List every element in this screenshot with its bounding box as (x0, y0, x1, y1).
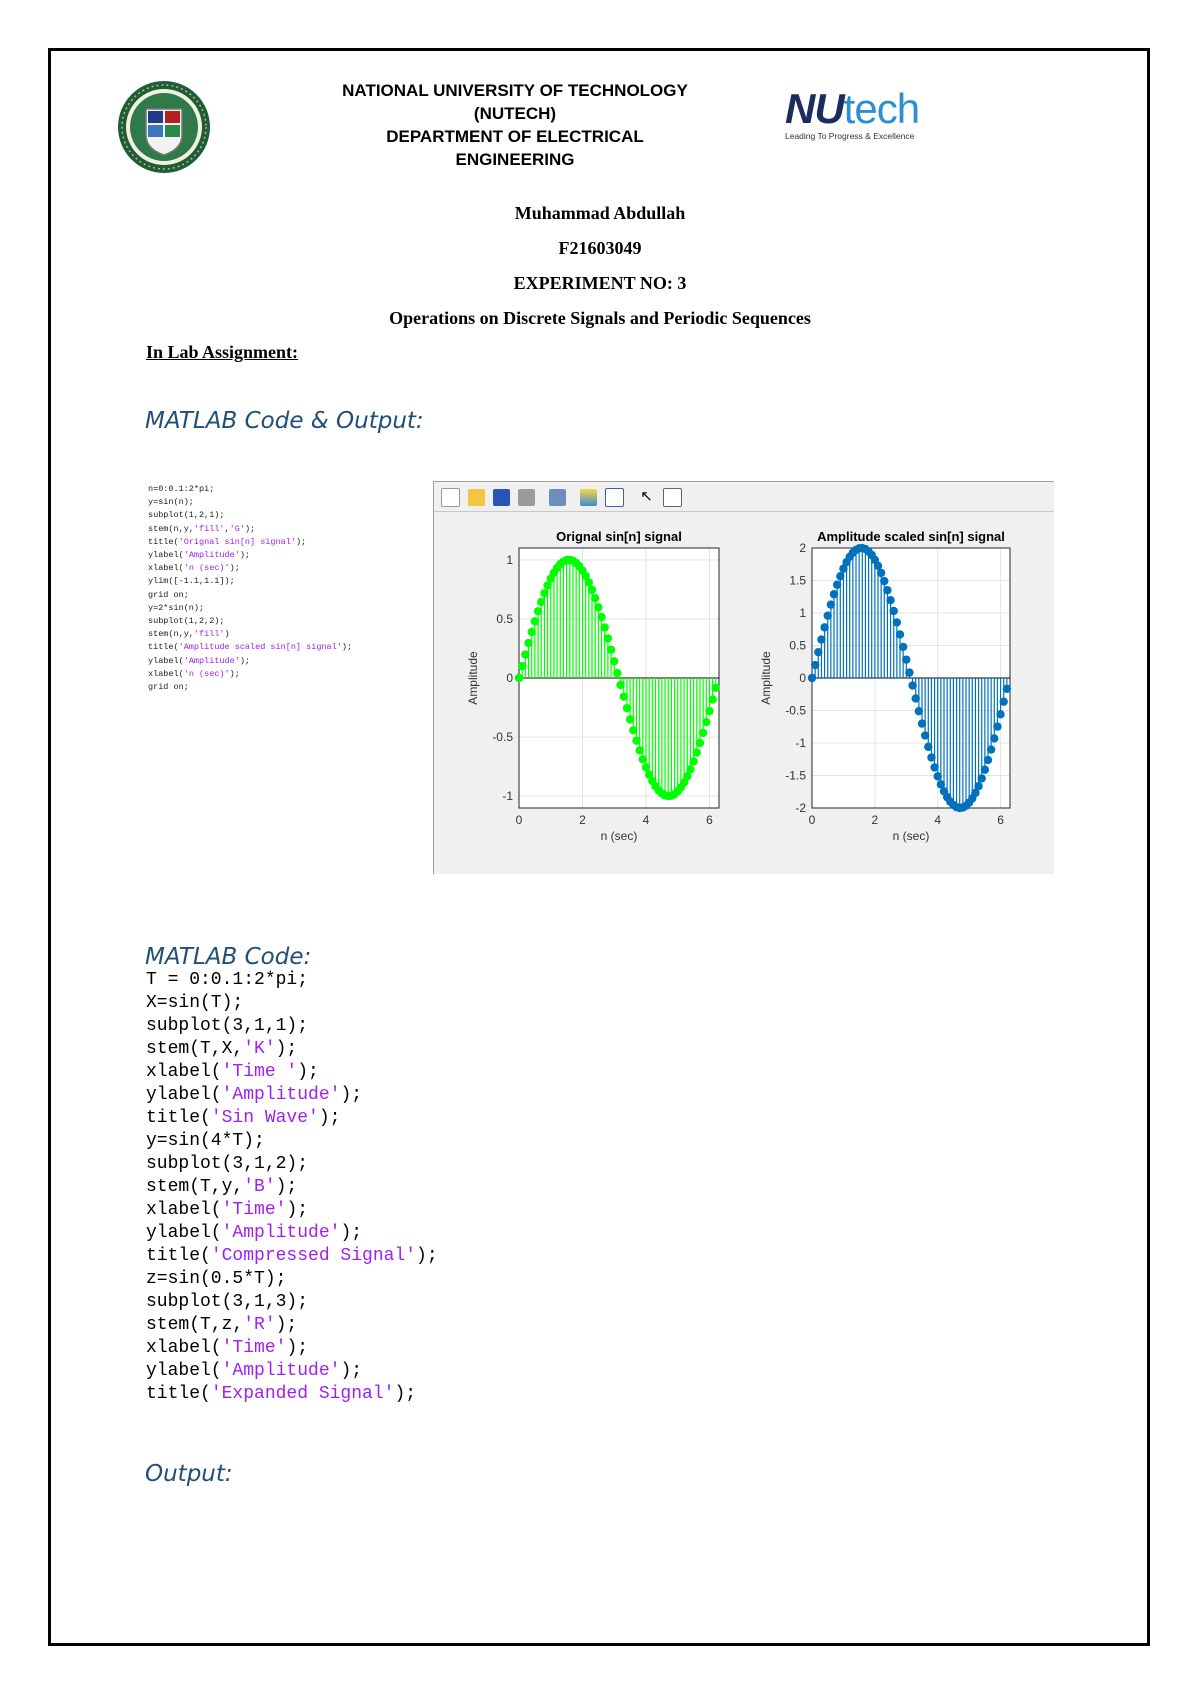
y-tick-label: 0 (799, 671, 806, 685)
save-icon[interactable] (493, 489, 510, 506)
figure-canvas (434, 513, 1054, 874)
x-tick-label: 2 (579, 813, 586, 827)
stem-marker (702, 718, 710, 726)
stem-marker (639, 755, 647, 763)
code-line: T = 0:0.1:2*pi; (146, 970, 309, 990)
stem-marker (524, 639, 532, 647)
snippet-line: xlabel('n (sec)'); (148, 563, 240, 574)
y-tick-label: -0.5 (785, 703, 806, 718)
stem-marker (893, 618, 901, 626)
brand-tagline: Leading To Progress & Excellence (785, 131, 915, 141)
stem-marker (686, 765, 694, 773)
code-line: title('Sin Wave'); (146, 1108, 341, 1128)
seal-graphic (116, 79, 212, 175)
code-line: ylabel('Amplitude'); (146, 1361, 363, 1381)
code-line: X=sin(T); (146, 993, 244, 1013)
code-line: xlabel('Time '); (146, 1062, 319, 1082)
stem-marker (540, 589, 548, 597)
stem-marker (877, 569, 885, 577)
snippet-line: n=0:0.1:2*pi; (148, 484, 215, 494)
y-tick-label: -1 (795, 736, 806, 750)
code-block (146, 969, 438, 1406)
university-name: NATIONAL UNIVERSITY OF TECHNOLOGY (342, 81, 688, 100)
stem-marker (521, 650, 529, 658)
stem-marker (613, 669, 621, 677)
stem-marker (890, 607, 898, 615)
stem-marker (515, 674, 523, 682)
x-tick-label: 6 (997, 813, 1004, 827)
stem-marker (696, 739, 704, 747)
snippet-line: ylim([-1.1,1.1]); (148, 576, 235, 587)
snippet-line: title('Amplitude scaled sin[n] signal'); (148, 642, 353, 653)
snippet-line: y=2*sin(n); (148, 602, 205, 613)
y-tick-label: -1.5 (785, 768, 806, 783)
stem-marker (981, 766, 989, 774)
y-tick-label: 1 (506, 552, 513, 567)
code-line: subplot(3,1,2); (146, 1154, 309, 1174)
stem-marker (974, 782, 982, 790)
section-label: In Lab Assignment: (146, 342, 299, 362)
stem-marker (699, 729, 707, 737)
stem-marker (604, 634, 612, 642)
experiment-topic: Operations on Discrete Signals and Periodic Sequences (389, 308, 811, 328)
code-line: y=sin(4*T); (146, 1131, 265, 1151)
stem-marker (534, 607, 542, 615)
stem-marker (610, 657, 618, 665)
y-tick-label: 0.5 (496, 611, 513, 626)
matlab-figure (433, 481, 1054, 874)
snippet-line: subplot(1,2,2); (148, 616, 225, 627)
snippet-line: y=sin(n); (148, 497, 194, 508)
stem-marker (531, 617, 539, 625)
stem-marker (623, 704, 631, 712)
code-line: title('Expanded Signal'); (146, 1384, 417, 1404)
y-tick-label: 0 (506, 671, 513, 685)
stem-marker (712, 684, 720, 692)
snippet-line: grid on; (148, 682, 189, 693)
snippet-line: xlabel('n (sec)'); (148, 668, 240, 679)
stem-marker (585, 578, 593, 586)
stem-marker (626, 715, 634, 723)
stem-marker (1000, 697, 1008, 705)
code-line: subplot(3,1,3); (146, 1292, 309, 1312)
stem-marker (934, 772, 942, 780)
stem-marker (629, 726, 637, 734)
snippet-line: stem(n,y,'fill') (148, 629, 230, 640)
link-icon[interactable] (549, 489, 566, 506)
stem-marker (814, 648, 822, 656)
header-block (295, 79, 735, 171)
stem-marker (708, 695, 716, 703)
stem-marker (899, 643, 907, 651)
y-tick-label: 1.5 (789, 573, 806, 588)
experiment-number: EXPERIMENT NO: 3 (513, 273, 687, 293)
stem-marker (635, 746, 643, 754)
stem-marker (518, 662, 526, 670)
university-abbr: (NUTECH) (473, 104, 557, 123)
snippet-line: title('Orignal sin[n] signal'); (148, 536, 307, 547)
stem-marker (817, 635, 825, 643)
stem-marker (927, 753, 935, 761)
snippet-line: stem(n,y,'fill','G'); (148, 523, 256, 534)
stem-marker (830, 590, 838, 598)
nutech-logo (785, 85, 975, 148)
snippet-line: subplot(1,2,1); (148, 510, 225, 521)
stem-marker (987, 745, 995, 753)
stem-marker (620, 692, 628, 700)
stem-marker (824, 611, 832, 619)
x-axis-label: n (sec) (892, 829, 930, 843)
print-icon[interactable] (518, 489, 535, 506)
student-id: F21603049 (558, 238, 642, 258)
university-seal-icon (116, 79, 212, 175)
y-tick-label: 0.5 (789, 638, 806, 653)
code-line: stem(T,z,'R'); (146, 1315, 298, 1335)
y-axis-label: Amplitude (466, 651, 480, 705)
stem-marker (996, 710, 1004, 718)
stem-marker (632, 736, 640, 744)
student-name: Muhammad Abdullah (514, 203, 686, 223)
department-line1: DEPARTMENT OF ELECTRICAL (386, 127, 644, 146)
y-tick-label: -2 (795, 801, 806, 815)
code-line: ylabel('Amplitude'); (146, 1223, 363, 1243)
stem-marker (705, 707, 713, 715)
stem-marker (642, 763, 650, 771)
x-axis-label: n (sec) (600, 829, 638, 843)
stem-marker (990, 734, 998, 742)
stem-marker (594, 603, 602, 611)
snippet-line: ylabel('Amplitude'); (148, 655, 251, 666)
stem-marker (902, 655, 910, 663)
chart-title: Orignal sin[n] signal (556, 529, 682, 544)
stem-marker (591, 594, 599, 602)
stem-marker (588, 586, 596, 594)
code-line: title('Compressed Signal'); (146, 1246, 438, 1266)
code-snippet (148, 483, 438, 694)
code-line: subplot(3,1,1); (146, 1016, 309, 1036)
stem-marker (883, 586, 891, 594)
department-line2: ENGINEERING (455, 150, 575, 169)
brand-tech: tech (843, 85, 920, 132)
legend-icon[interactable] (605, 488, 624, 507)
stem-marker (811, 661, 819, 669)
stem-marker (827, 600, 835, 608)
code-line: stem(T,X,'K'); (146, 1039, 298, 1059)
code-line: xlabel('Time'); (146, 1200, 309, 1220)
stem-marker (915, 707, 923, 715)
code-line: z=sin(0.5*T); (146, 1269, 287, 1289)
stem-marker (833, 581, 841, 589)
figure-toolbar (434, 482, 1054, 512)
snippet-line: ylabel('Amplitude'); (148, 550, 251, 561)
stem-marker (537, 598, 545, 606)
stem-marker (601, 623, 609, 631)
heading-matlab-code: MATLAB Code: (145, 944, 312, 970)
stem-marker (921, 731, 929, 739)
y-tick-label: 1 (799, 606, 806, 620)
snippet-line: grid on; (148, 589, 189, 600)
stem-marker (930, 763, 938, 771)
y-axis-label: Amplitude (759, 651, 773, 705)
brand-nu: NU (785, 85, 844, 132)
heading-code-output: MATLAB Code & Output: (145, 408, 424, 434)
stem-marker (597, 613, 605, 621)
pointer-icon[interactable]: ↖ (640, 489, 653, 505)
code-line: ylabel('Amplitude'); (146, 1085, 363, 1105)
code-line: xlabel('Time'); (146, 1338, 309, 1358)
stem-marker (689, 757, 697, 765)
x-tick-label: 4 (642, 813, 650, 827)
stem-marker (693, 748, 701, 756)
stem-marker (908, 681, 916, 689)
stem-marker (905, 668, 913, 676)
x-tick-label: 0 (515, 813, 523, 827)
x-tick-label: 2 (871, 813, 879, 827)
stem-marker (808, 674, 816, 682)
stem-marker (836, 572, 844, 580)
stem-marker (820, 623, 828, 631)
y-tick-label: -0.5 (492, 730, 513, 745)
open-icon[interactable] (468, 489, 485, 506)
property-editor-icon[interactable] (663, 488, 682, 507)
x-tick-label: 6 (706, 813, 713, 827)
stem-marker (886, 596, 894, 604)
stem-marker (607, 646, 615, 654)
stem-marker (924, 743, 932, 751)
stem-marker (978, 774, 986, 782)
stem-marker (527, 628, 535, 636)
stem-marker (616, 681, 624, 689)
chart-title: Amplitude scaled sin[n] signal (817, 529, 1005, 544)
new-figure-icon[interactable] (441, 488, 460, 507)
stem-marker (993, 722, 1001, 730)
colorbar-icon[interactable] (580, 489, 597, 506)
stem-marker (880, 577, 888, 585)
y-tick-label: -1 (502, 789, 513, 804)
stem-marker (1003, 685, 1011, 693)
stem-marker (918, 719, 926, 727)
stem-marker (912, 694, 920, 702)
stem-marker (896, 630, 904, 638)
heading-output: Output: (145, 1461, 233, 1487)
y-tick-label: 2 (799, 541, 806, 555)
code-line: stem(T,y,'B'); (146, 1177, 298, 1197)
stem-marker (984, 756, 992, 764)
x-tick-label: 0 (808, 813, 816, 827)
x-tick-label: 4 (934, 813, 942, 827)
